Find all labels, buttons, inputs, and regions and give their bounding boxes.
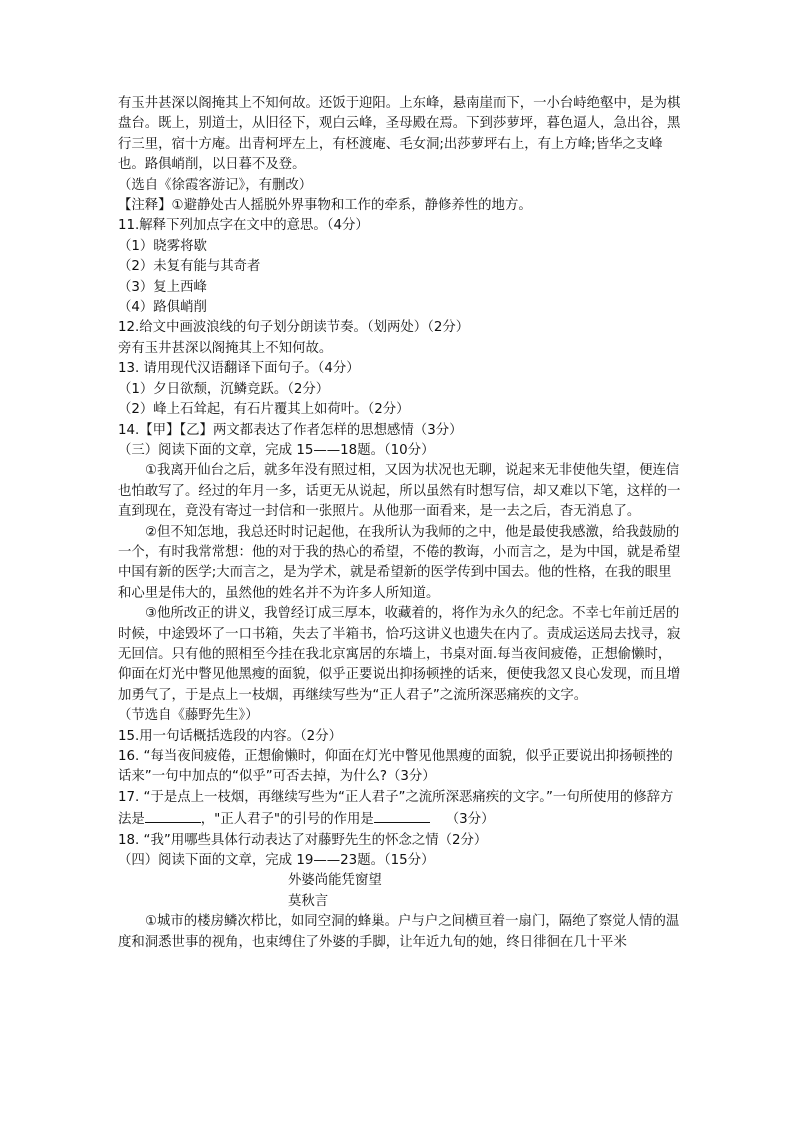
question-18: 18. “我”用哪些具体行动表达了对藤野先生的怀念之情（2分） [118,832,488,848]
question-12-sentence: 旁有玉井甚深以阁掩其上不知何故。 [118,340,333,356]
article-author: 莫秋言 [288,893,329,909]
question-17-part-a: 17. “于是点上一枝烟，再继续写些为“正人君子”之流所深恶痛疾的文字。”一句所使用的修辞方法是 [118,789,674,828]
passage-paragraph-4: ①城市的楼房鳞次栉比，如同空洞的蜂巢。户与户之间横亘着一扇门，隔绝了察觉人情的温度和洞悉世事的视角，也束缚住了外婆的手脚，让年近九旬的她，终日徘徊在几十平米 [118,914,680,950]
question-15: 15.用一句话概括选段的内容。（2分） [118,728,342,744]
question-13-item-2: （2）峰上石耸起，有石片覆其上如荷叶。（2分） [118,402,410,418]
question-17 [118,788,684,831]
section-3-heading: （三）阅读下面的文章，完成 15——18题。（10分） [118,442,435,458]
classical-text-paragraph: 有玉井甚深以阁掩其上不知何故。还饭于迎阳。上东峰，悬南崖而下，一小台峙绝壑中，是为棋盘台。既上，别道士，从旧径下，观白云峰，圣母殿在焉。下到莎萝坪，暮色逼人，急出谷，黑行三里，宿十方庵。出青柯坪左上，有柸渡庵、毛女洞;出莎萝坪右上，有上方峰;皆华之支峰也。路俱峭削，以日暮不及登。 [118,96,681,173]
question-16: 16. “每当夜间疲倦，正想偷懒时，仰面在灯光中瞥见他黑瘦的面貌，似乎正要说出抑扬顿挫的话来”一句中加点的“似乎”可否去掉，为什么?（3分） [118,749,673,785]
question-17-part-b: ，"正人君子"的引号的作用是 [200,812,374,828]
article-title: 外婆尚能凭窗望 [288,873,382,889]
section-4-heading: （四）阅读下面的文章，完成 19——23题。（15分） [118,853,435,869]
passage-paragraph-2: ②但不知怎地，我总还时时记起他，在我所认为我师的之中，他是最使我感激，给我鼓励的一个，有时我常常想：他的对于我的热心的希望，不倦的教诲，小而言之，是为中国，就是希望中国有新的医学;大而言之，是为学术，就是希望新的医学传到中国去。他的性格，在我的眼里和心里是伟大的，虽然他的姓名并不为许多人所知道。 [118,524,681,601]
passage-paragraph-1: ①我离开仙台之后，就多年没有照过相，又因为状况也无聊，说起来无非使他失望，便连信也怕敢写了。经过的年月一多，话更无从说起，所以虽然有时想写信，却又难以下笔，这样的一直到现在，竟没有寄过一封信和一张照片。从他那一面看来，是一去之后，杳无消息了。 [118,463,681,520]
passage-paragraph-3: ③他所改正的讲义，我曾经订成三厚本，收藏着的，将作为永久的纪念。不幸七年前迁居的时候，中途毁坏了一口书箱，失去了半箱书，恰巧这讲义也遗失在内了。责成运送局去找寻，寂无回信。只有他的照相至今挂在我北京寓居的东墙上，书桌对面.每当夜间疲倦，正想偷懒时，仰面在灯光中瞥见他黑瘦的面貌，似乎正要说出抑扬顿挫的话来，便使我忽又良心发现，而且增加勇气了，于是点上一枝烟，再继续写些为“正人君子”之流所深恶痛疾的文字。 [118,606,681,703]
source-citation-2: （节选自《藤野先生》） [118,708,259,724]
annotation-note: 【注释】①避静处古人摇脱外界事物和工作的牵系，静修养性的地方。 [118,198,532,214]
question-12: 12.给文中画波浪线的句子划分朗读节奏。（划两处）（2分） [118,320,470,336]
question-11-item-3: （3）复上西峰 [118,279,207,295]
question-11-item-2: （2）未复有能与其奇者 [118,259,261,275]
question-14: 14.【甲】【乙】两文都表达了作者怎样的思想感情（3分） [118,422,463,438]
document-body [118,94,684,953]
question-11-item-1: （1）晓雾将歇 [118,238,207,254]
question-17-part-c: （3分） [445,812,495,828]
answer-blank-2[interactable] [374,808,430,823]
question-11-item-4: （4）路俱峭削 [118,300,207,316]
question-11: 11.解释下列加点字在文中的意思。（4分） [118,218,369,234]
question-13: 13. 请用现代汉语翻译下面句子。（4分） [118,361,360,377]
question-13-item-1: （1）夕日欲颓，沉鳞竞跃。（2分） [118,381,330,397]
answer-blank-1[interactable] [145,808,201,823]
source-citation: （选自《徐霞客游记》，有删改） [118,177,313,193]
